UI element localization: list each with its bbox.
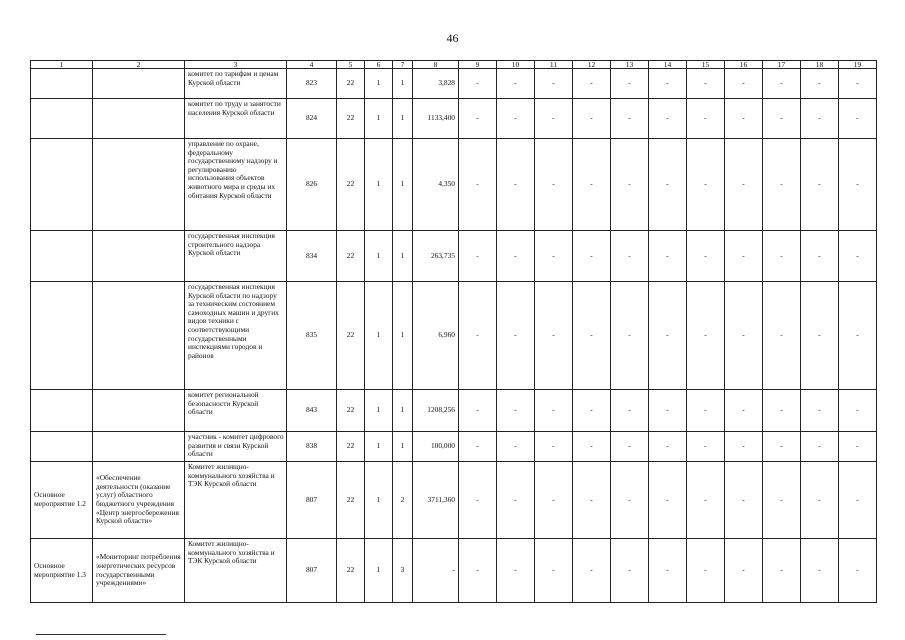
subprogram-cell: 1 [365, 539, 393, 603]
grbs-cell: 823 [287, 69, 337, 99]
subprogram-cell: 1 [365, 139, 393, 231]
year-value-cell: - [535, 282, 573, 390]
column-header-3: 3 [185, 61, 287, 69]
year-value-cell: - [611, 282, 649, 390]
year-value-cell: - [459, 462, 497, 539]
year-value-cell: - [535, 99, 573, 139]
year-value-cell: - [573, 390, 611, 432]
executor-cell: Комитет жилищно-коммунального хозяйства и ТЭК Курской области [185, 462, 287, 539]
year-value-cell: - [725, 282, 763, 390]
table-body [31, 69, 877, 603]
year-value-cell: - [801, 432, 839, 462]
table-row [31, 432, 877, 462]
year-value-cell: - [839, 462, 877, 539]
year-value-cell: - [763, 462, 801, 539]
year-value-cell: - [649, 139, 687, 231]
program-cell: 22 [337, 139, 365, 231]
column-header-7: 7 [393, 61, 413, 69]
amount-cell: 4,350 [413, 139, 459, 231]
grbs-cell: 826 [287, 139, 337, 231]
name-cell [93, 69, 185, 99]
executor-cell: управление по охране, федеральному государственному надзору и регулированию использования объектов животного мира и среды их обитания Курской области [185, 139, 287, 231]
grbs-cell: 807 [287, 462, 337, 539]
year-value-cell: - [687, 539, 725, 603]
year-value-cell: - [801, 390, 839, 432]
year-value-cell: - [687, 99, 725, 139]
year-value-cell: - [763, 539, 801, 603]
year-value-cell: - [763, 69, 801, 99]
year-value-cell: - [459, 69, 497, 99]
year-value-cell: - [839, 139, 877, 231]
year-value-cell: - [573, 539, 611, 603]
executor-cell: государственная инспекция строительного надзора Курской области [185, 231, 287, 282]
year-value-cell: - [687, 282, 725, 390]
program-cell: 22 [337, 231, 365, 282]
column-header-11: 11 [535, 61, 573, 69]
subprogram-cell: 1 [365, 282, 393, 390]
subprogram-cell: 1 [365, 69, 393, 99]
executor-cell: комитет по тарифам и ценам Курской области [185, 69, 287, 99]
year-value-cell: - [459, 282, 497, 390]
year-value-cell: - [535, 390, 573, 432]
year-value-cell: - [687, 231, 725, 282]
name-cell [93, 390, 185, 432]
year-value-cell: - [611, 462, 649, 539]
year-value-cell: - [801, 282, 839, 390]
event-code-cell: 1 [393, 231, 413, 282]
column-header-17: 17 [763, 61, 801, 69]
year-value-cell: - [611, 69, 649, 99]
executor-cell: комитет региональной безопасности Курской области [185, 390, 287, 432]
year-value-cell: - [535, 69, 573, 99]
year-value-cell: - [649, 390, 687, 432]
event-code-cell: 1 [393, 69, 413, 99]
event-cell: Основное мероприятие 1.3 [31, 539, 93, 603]
year-value-cell: - [801, 462, 839, 539]
amount-cell: 3,828 [413, 69, 459, 99]
year-value-cell: - [497, 539, 535, 603]
year-value-cell: - [459, 139, 497, 231]
table-row [31, 462, 877, 539]
executor-cell: комитет по труду и занятости населения Курской области [185, 99, 287, 139]
year-value-cell: - [763, 231, 801, 282]
year-value-cell: - [801, 231, 839, 282]
year-value-cell: - [459, 539, 497, 603]
column-header-4: 4 [287, 61, 337, 69]
year-value-cell: - [573, 282, 611, 390]
year-value-cell: - [839, 231, 877, 282]
column-header-12: 12 [573, 61, 611, 69]
year-value-cell: - [649, 231, 687, 282]
year-value-cell: - [725, 390, 763, 432]
budget-table [30, 60, 877, 603]
year-value-cell: - [801, 539, 839, 603]
year-value-cell: - [687, 432, 725, 462]
amount-cell: 100,000 [413, 432, 459, 462]
year-value-cell: - [497, 231, 535, 282]
year-value-cell: - [497, 99, 535, 139]
year-value-cell: - [459, 231, 497, 282]
year-value-cell: - [725, 432, 763, 462]
name-cell: «Мониторинг потребления энергетических ресурсов государственными учреждениями» [93, 539, 185, 603]
amount-cell: 3711,360 [413, 462, 459, 539]
year-value-cell: - [611, 432, 649, 462]
executor-cell: Комитет жилищно-коммунального хозяйства и ТЭК Курской области [185, 539, 287, 603]
grbs-cell: 824 [287, 99, 337, 139]
event-cell [31, 99, 93, 139]
year-value-cell: - [649, 99, 687, 139]
table-row [31, 99, 877, 139]
column-header-2: 2 [93, 61, 185, 69]
year-value-cell: - [801, 139, 839, 231]
year-value-cell: - [497, 432, 535, 462]
event-cell [31, 432, 93, 462]
event-code-cell: 1 [393, 432, 413, 462]
year-value-cell: - [459, 99, 497, 139]
grbs-cell: 843 [287, 390, 337, 432]
name-cell [93, 139, 185, 231]
year-value-cell: - [839, 69, 877, 99]
event-cell: Основное мероприятие 1.2 [31, 462, 93, 539]
column-header-5: 5 [337, 61, 365, 69]
name-cell [93, 282, 185, 390]
year-value-cell: - [459, 390, 497, 432]
amount-cell: 1133,400 [413, 99, 459, 139]
year-value-cell: - [725, 99, 763, 139]
year-value-cell: - [763, 432, 801, 462]
year-value-cell: - [573, 432, 611, 462]
column-header-14: 14 [649, 61, 687, 69]
event-code-cell: 1 [393, 139, 413, 231]
year-value-cell: - [535, 139, 573, 231]
year-value-cell: - [497, 69, 535, 99]
program-cell: 22 [337, 432, 365, 462]
grbs-cell: 835 [287, 282, 337, 390]
grbs-cell: 807 [287, 539, 337, 603]
year-value-cell: - [497, 282, 535, 390]
column-header-16: 16 [725, 61, 763, 69]
event-code-cell: 3 [393, 539, 413, 603]
year-value-cell: - [687, 390, 725, 432]
program-cell: 22 [337, 282, 365, 390]
event-code-cell: 1 [393, 99, 413, 139]
table-row [31, 282, 877, 390]
column-header-19: 19 [839, 61, 877, 69]
year-value-cell: - [725, 462, 763, 539]
year-value-cell: - [497, 139, 535, 231]
subprogram-cell: 1 [365, 462, 393, 539]
column-header-18: 18 [801, 61, 839, 69]
event-cell [31, 282, 93, 390]
year-value-cell: - [535, 539, 573, 603]
subprogram-cell: 1 [365, 390, 393, 432]
amount-cell: - [413, 539, 459, 603]
year-value-cell: - [801, 99, 839, 139]
program-cell: 22 [337, 462, 365, 539]
year-value-cell: - [687, 139, 725, 231]
year-value-cell: - [839, 432, 877, 462]
year-value-cell: - [649, 539, 687, 603]
event-code-cell: 2 [393, 462, 413, 539]
column-header-8: 8 [413, 61, 459, 69]
table-row [31, 539, 877, 603]
grbs-cell: 834 [287, 231, 337, 282]
subprogram-cell: 1 [365, 99, 393, 139]
year-value-cell: - [535, 432, 573, 462]
year-value-cell: - [649, 432, 687, 462]
amount-cell: 1208,256 [413, 390, 459, 432]
column-header-10: 10 [497, 61, 535, 69]
table-header [31, 61, 877, 69]
year-value-cell: - [725, 139, 763, 231]
footnote-divider [36, 634, 166, 635]
year-value-cell: - [573, 462, 611, 539]
year-value-cell: - [573, 231, 611, 282]
table-row [31, 231, 877, 282]
year-value-cell: - [725, 231, 763, 282]
name-cell [93, 231, 185, 282]
year-value-cell: - [573, 139, 611, 231]
year-value-cell: - [839, 390, 877, 432]
year-value-cell: - [801, 69, 839, 99]
program-cell: 22 [337, 99, 365, 139]
year-value-cell: - [573, 69, 611, 99]
program-cell: 22 [337, 539, 365, 603]
program-cell: 22 [337, 390, 365, 432]
year-value-cell: - [611, 139, 649, 231]
year-value-cell: - [839, 539, 877, 603]
event-cell [31, 231, 93, 282]
event-cell [31, 390, 93, 432]
name-cell: «Обеспечение деятельности (оказание услуг) областного бюджетного учреждения «Центр энергосбережения Курской области» [93, 462, 185, 539]
year-value-cell: - [459, 432, 497, 462]
year-value-cell: - [687, 462, 725, 539]
year-value-cell: - [763, 282, 801, 390]
table-row [31, 69, 877, 99]
column-header-1: 1 [31, 61, 93, 69]
year-value-cell: - [497, 462, 535, 539]
event-code-cell: 1 [393, 390, 413, 432]
year-value-cell: - [535, 462, 573, 539]
year-value-cell: - [649, 462, 687, 539]
column-header-15: 15 [687, 61, 725, 69]
column-header-13: 13 [611, 61, 649, 69]
year-value-cell: - [649, 282, 687, 390]
year-value-cell: - [763, 139, 801, 231]
year-value-cell: - [649, 69, 687, 99]
name-cell [93, 99, 185, 139]
year-value-cell: - [839, 282, 877, 390]
year-value-cell: - [611, 539, 649, 603]
page-number: 46 [446, 31, 459, 45]
executor-cell: участник - комитет цифрового развития и связи Курской области [185, 432, 287, 462]
grbs-cell: 838 [287, 432, 337, 462]
year-value-cell: - [611, 99, 649, 139]
year-value-cell: - [725, 69, 763, 99]
executor-cell: государственная инспекция Курской области по надзору за техническим состоянием самоходных машин и других видов техники с соответствующими государственными инспекциями городов и районов [185, 282, 287, 390]
name-cell [93, 432, 185, 462]
column-header-6: 6 [365, 61, 393, 69]
event-cell [31, 139, 93, 231]
year-value-cell: - [535, 231, 573, 282]
year-value-cell: - [573, 99, 611, 139]
year-value-cell: - [839, 99, 877, 139]
subprogram-cell: 1 [365, 432, 393, 462]
program-cell: 22 [337, 69, 365, 99]
table-row [31, 139, 877, 231]
year-value-cell: - [687, 69, 725, 99]
column-header-9: 9 [459, 61, 497, 69]
year-value-cell: - [725, 539, 763, 603]
year-value-cell: - [611, 231, 649, 282]
event-code-cell: 1 [393, 282, 413, 390]
year-value-cell: - [763, 99, 801, 139]
year-value-cell: - [611, 390, 649, 432]
amount-cell: 263,735 [413, 231, 459, 282]
year-value-cell: - [497, 390, 535, 432]
table-row [31, 390, 877, 432]
subprogram-cell: 1 [365, 231, 393, 282]
event-cell [31, 69, 93, 99]
amount-cell: 6,960 [413, 282, 459, 390]
year-value-cell: - [763, 390, 801, 432]
